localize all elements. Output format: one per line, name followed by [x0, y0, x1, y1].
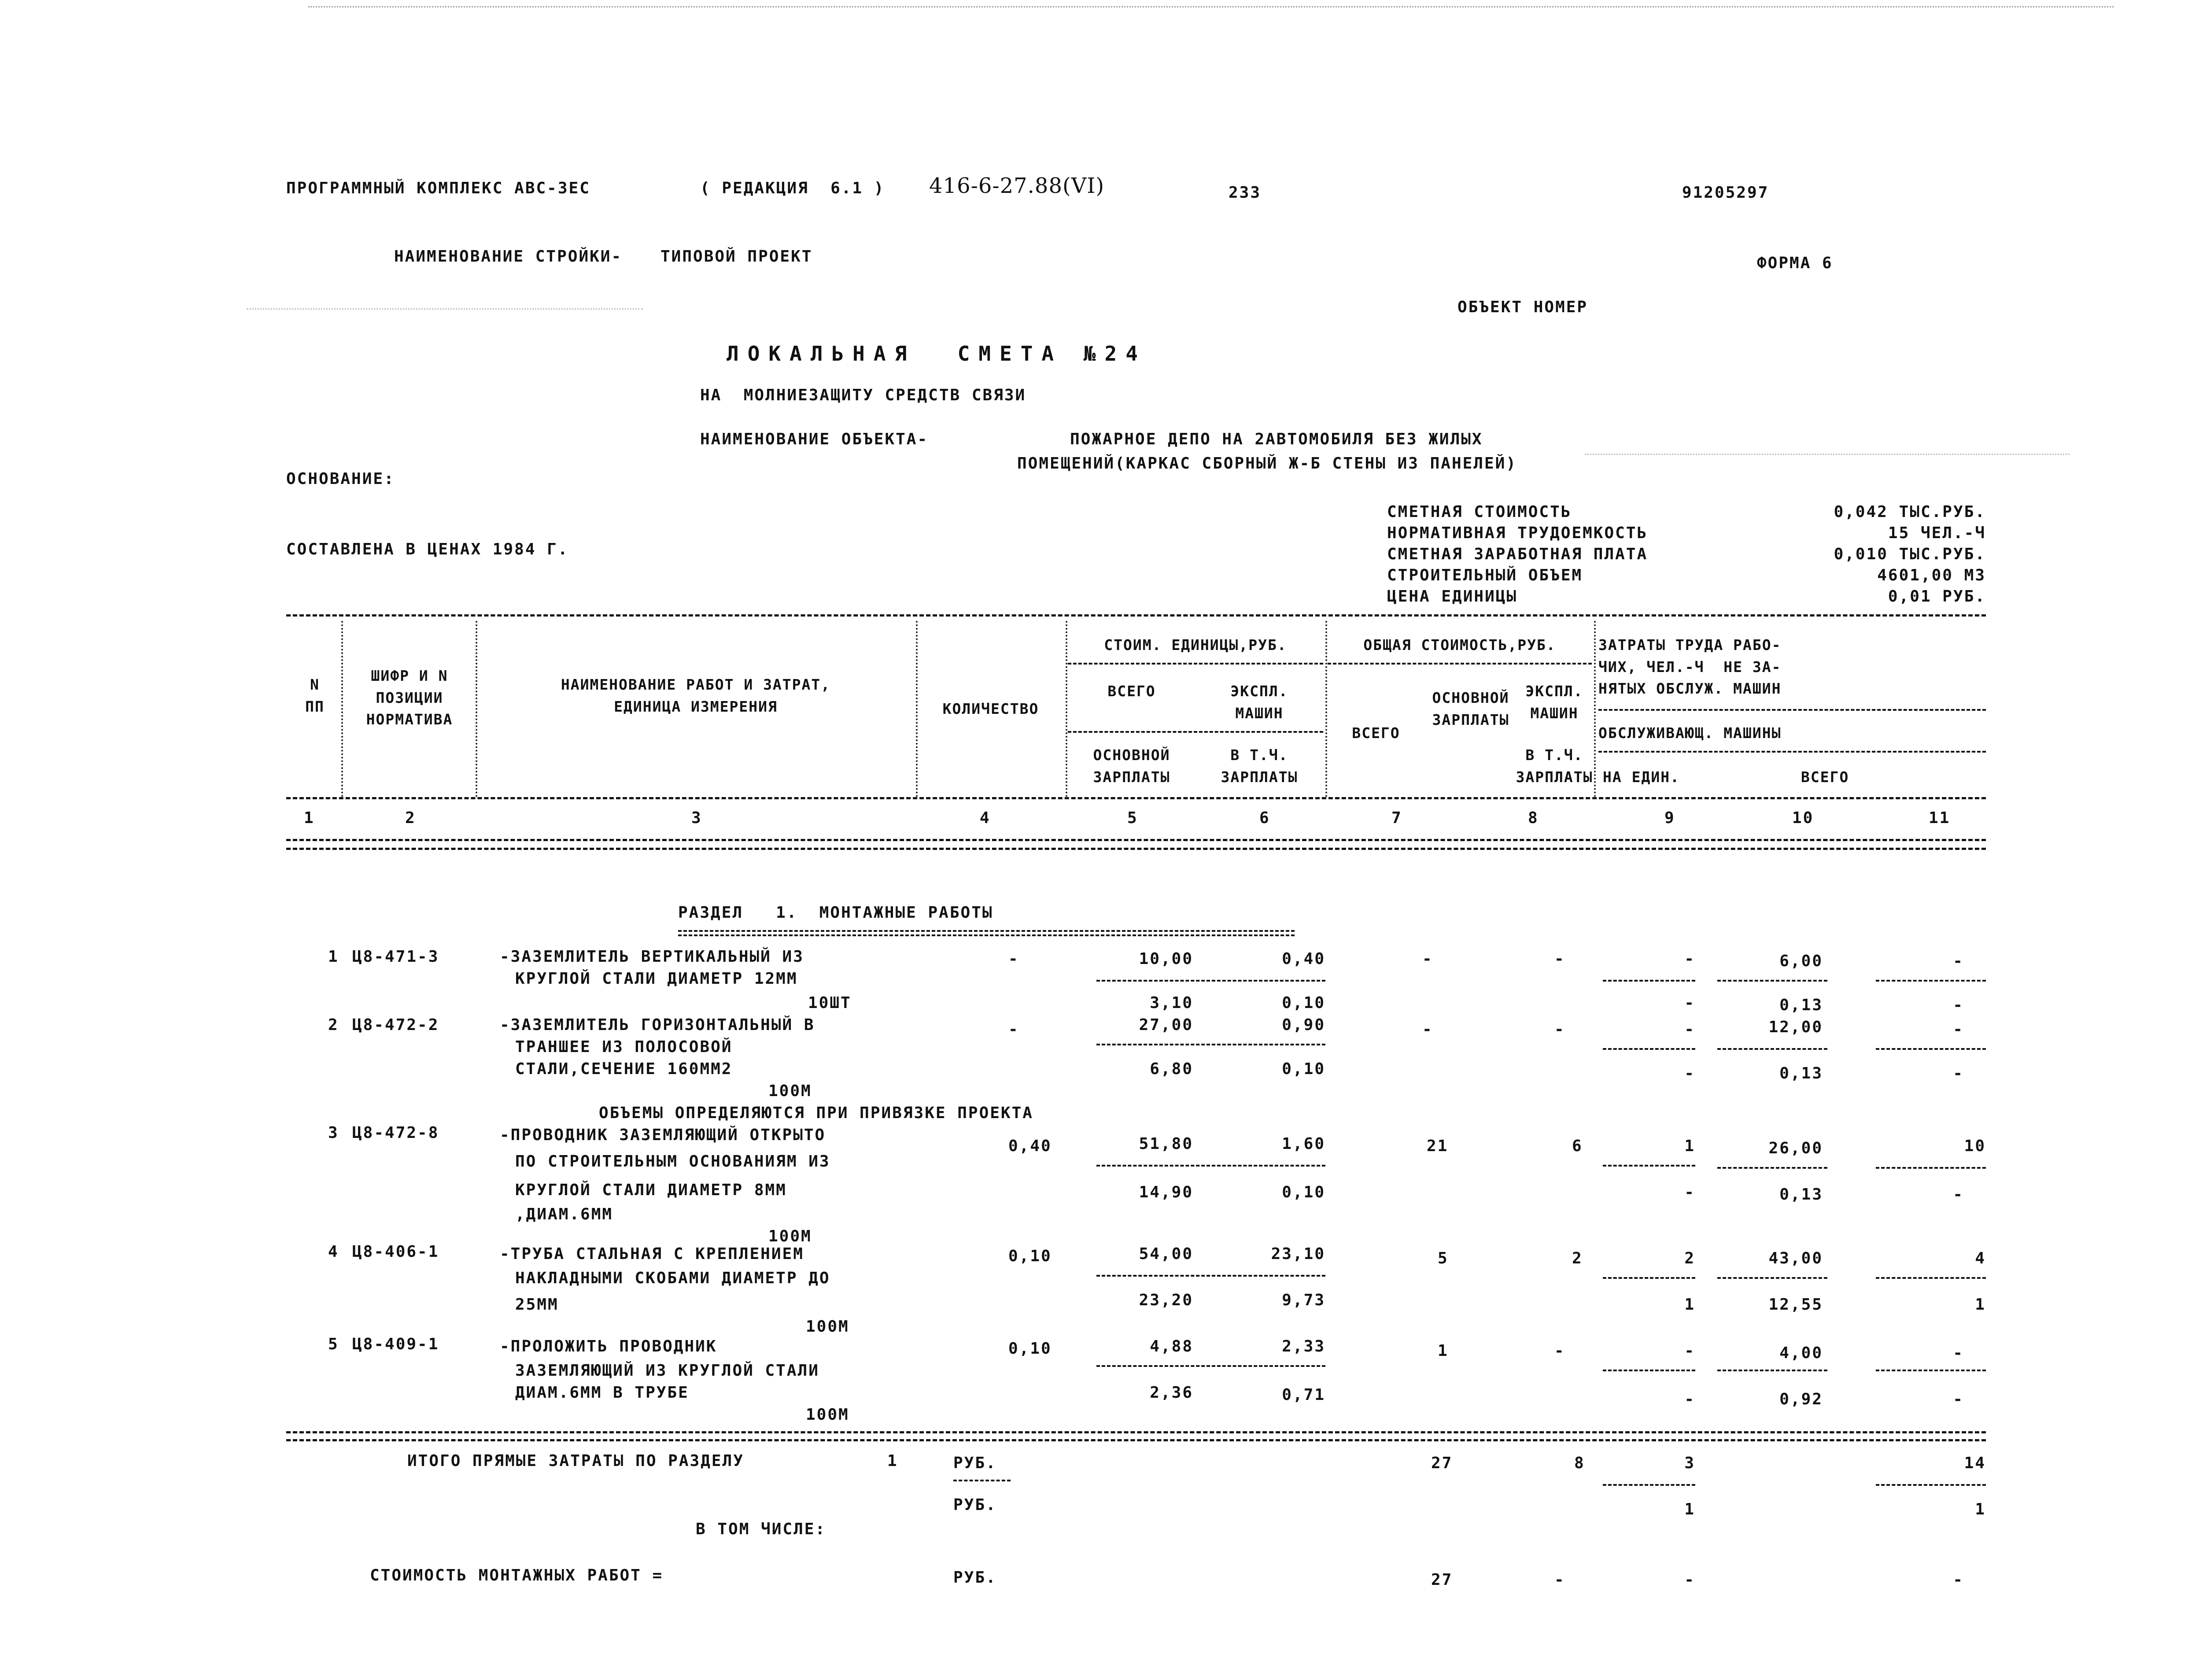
row-sub-rule — [1603, 1370, 1695, 1371]
col-number: 10 — [1792, 809, 1814, 827]
totals-section-no: 1 — [887, 1452, 898, 1470]
row-unit-mach: 1,60 — [1282, 1135, 1325, 1153]
col-header-unit-base-wage: ОСНОВНОЙ ЗАРПЛАТЫ — [1093, 746, 1170, 786]
row-total-mach: - — [1684, 1020, 1695, 1038]
mount-unit: РУБ. — [953, 1569, 997, 1587]
col-header-unit-incl-wage: В Т.Ч. ЗАРПЛАТЫ — [1221, 746, 1298, 786]
col-header-unit-cost: СТОИМ. ЕДИНИЦЫ,РУБ. — [1104, 636, 1287, 654]
scan-artifact — [247, 308, 643, 310]
row-total-mach: - — [1684, 950, 1695, 968]
col-header-total-base-wage: ОСНОВНОЙ ЗАРПЛАТЫ — [1432, 689, 1509, 728]
row-labor-per-unit: 43,00 — [1768, 1249, 1823, 1267]
row-unit-mach: 23,10 — [1271, 1245, 1325, 1263]
program-name: ПРОГРАММНЫЙ КОМПЛЕКС АВС-3ЕС — [286, 179, 590, 197]
row-labor-per-unit: 4,00 — [1779, 1344, 1823, 1362]
row-qty: - — [1008, 950, 1019, 968]
summary-row — [1387, 525, 1986, 546]
row-labor-per-unit-mach: 0,92 — [1779, 1390, 1823, 1408]
row-code: Ц8-472-2 — [352, 1016, 439, 1034]
col-header-labor-per-unit: НА ЕДИН. — [1603, 768, 1680, 786]
col-number: 11 — [1929, 809, 1951, 827]
summary-row — [1387, 504, 1986, 525]
summary-label: НОРМАТИВНАЯ ТРУДОЕМКОСТЬ — [1387, 524, 1648, 542]
row-name-line: -ПРОВОДНИК ЗАЗЕМЛЯЮЩИЙ ОТКРЫТО — [500, 1126, 826, 1144]
row-unit-mach: 0,90 — [1282, 1016, 1325, 1034]
row-sub-rule — [1096, 1044, 1325, 1045]
section-note: ОБЪЕМЫ ОПРЕДЕЛЯЮТСЯ ПРИ ПРИВЯЗКЕ ПРОЕКТА — [599, 1104, 1033, 1122]
row-total-incl-wage: 1 — [1684, 1296, 1695, 1314]
col-header-total-mach: ЭКСПЛ. МАШИН — [1525, 683, 1583, 722]
row-total-base-wage: 2 — [1572, 1249, 1583, 1267]
row-labor-total: - — [1953, 952, 1964, 970]
summary-value: 15 ЧЕЛ.-Ч — [1888, 524, 1986, 542]
row-number: 4 — [328, 1243, 339, 1261]
totals-c11b: 1 — [1975, 1500, 1986, 1518]
basis-label: ОСНОВАНИЕ: — [286, 470, 395, 488]
col-header-total-cost: ОБЩАЯ СТОИМОСТЬ,РУБ. — [1363, 636, 1556, 654]
row-qty: 0,10 — [1008, 1340, 1052, 1358]
header-rule — [286, 839, 1986, 841]
row-total-base-wage: - — [1554, 950, 1565, 968]
summary-label: ЦЕНА ЕДИНИЦЫ — [1387, 587, 1518, 606]
row-total: 21 — [1427, 1137, 1449, 1155]
row-sub-rule — [1603, 1165, 1695, 1167]
summary-value: 0,010 ТЫС.РУБ. — [1834, 545, 1986, 563]
summary-value: 0,01 РУБ. — [1888, 587, 1986, 606]
row-labor-total: - — [1953, 1344, 1964, 1362]
col-header-total-incl-wage: В Т.Ч. ЗАРПЛАТЫ — [1516, 746, 1593, 786]
col-number: 7 — [1391, 809, 1402, 827]
row-unit-incl-wage: 0,10 — [1282, 1183, 1325, 1201]
header-rule — [286, 848, 1986, 850]
row-unit-base-wage: 3,10 — [1150, 994, 1193, 1012]
row-sub-rule — [1603, 980, 1695, 982]
construction-name: ТИПОВОЙ ПРОЕКТ — [660, 247, 813, 266]
col-number: 1 — [304, 809, 315, 827]
totals-sub-rule — [1603, 1484, 1695, 1486]
row-labor-per-unit: 6,00 — [1779, 952, 1823, 970]
row-sub-rule — [1096, 980, 1325, 982]
summary-value: 4601,00 М3 — [1877, 566, 1986, 584]
row-sub-rule — [1717, 1277, 1827, 1279]
row-total-base-wage: - — [1554, 1342, 1565, 1360]
row-sub-rule — [1096, 1365, 1325, 1367]
row-name-line: КРУГЛОЙ СТАЛИ ДИАМЕТР 8ММ — [515, 1181, 787, 1199]
header-rule — [1598, 751, 1986, 753]
col-divider — [1594, 621, 1596, 797]
construction-name-label: НАИМЕНОВАНИЕ СТРОЙКИ- — [394, 247, 623, 266]
section-underline — [678, 930, 1295, 936]
scan-artifact — [308, 6, 2114, 7]
col-number: 5 — [1127, 809, 1138, 827]
row-labor-per-unit: 26,00 — [1768, 1139, 1823, 1157]
row-labor-total-mach: - — [1953, 996, 1964, 1014]
col-number: 6 — [1259, 809, 1270, 827]
row-unit-total: 51,80 — [1139, 1135, 1193, 1153]
mount-c11: - — [1953, 1571, 1964, 1589]
row-labor-total: 10 — [1964, 1137, 1986, 1155]
row-total-incl-wage: - — [1684, 994, 1695, 1012]
row-sub-rule — [1717, 1048, 1827, 1050]
header-rule — [1598, 709, 1986, 711]
row-number: 3 — [328, 1124, 339, 1142]
row-labor-total: 4 — [1975, 1249, 1986, 1267]
row-total-incl-wage: - — [1684, 1390, 1695, 1408]
price-basis: СОСТАВЛЕНА В ЦЕНАХ 1984 Г. — [286, 540, 569, 558]
row-total-incl-wage: - — [1684, 1064, 1695, 1082]
col-number: 9 — [1664, 809, 1675, 827]
row-unit-incl-wage: 0,10 — [1282, 994, 1325, 1012]
row-sub-rule — [1876, 1167, 1986, 1169]
row-sub-rule — [1876, 1370, 1986, 1371]
scan-artifact — [1585, 454, 2070, 455]
row-name-line: -ПРОЛОЖИТЬ ПРОВОДНИК — [500, 1337, 717, 1355]
form-label: ФОРМА 6 — [1757, 254, 1833, 272]
row-total: 1 — [1438, 1342, 1449, 1360]
row-name-line: КРУГЛОЙ СТАЛИ ДИАМЕТР 12ММ — [515, 970, 798, 988]
col-header-labor-total: ВСЕГО — [1801, 768, 1849, 786]
summary-value: 0,042 ТЫС.РУБ. — [1834, 503, 1986, 521]
object-number-label: ОБЪЕКТ НОМЕР — [1457, 298, 1588, 316]
row-number: 1 — [328, 948, 339, 966]
row-total-base-wage: 6 — [1572, 1137, 1583, 1155]
row-name-line: ПО СТРОИТЕЛЬНЫМ ОСНОВАНИЯМ ИЗ — [515, 1152, 830, 1170]
col-number: 2 — [405, 809, 416, 827]
summary-block — [1387, 504, 1986, 610]
row-unit-base-wage: 23,20 — [1139, 1291, 1193, 1309]
summary-label: СМЕТНАЯ ЗАРАБОТНАЯ ПЛАТА — [1387, 545, 1648, 563]
mount-c8: - — [1554, 1571, 1565, 1589]
row-total-base-wage: - — [1554, 1020, 1565, 1038]
row-unit-base-wage: 2,36 — [1150, 1384, 1193, 1402]
row-labor-per-unit-mach: 0,13 — [1779, 1064, 1823, 1082]
row-name-line: ТРАНШЕЕ ИЗ ПОЛОСОВОЙ — [515, 1038, 733, 1056]
section-title: РАЗДЕЛ 1. МОНТАЖНЫЕ РАБОТЫ — [678, 904, 993, 922]
row-unit-incl-wage: 0,10 — [1282, 1060, 1325, 1078]
summary-label: СТРОИТЕЛЬНЫЙ ОБЪЕМ — [1387, 566, 1583, 584]
row-unit-incl-wage: 0,71 — [1282, 1386, 1325, 1404]
totals-unit: РУБ. — [953, 1454, 997, 1472]
row-unit-total: 54,00 — [1139, 1245, 1193, 1263]
row-total: - — [1422, 950, 1433, 968]
row-qty: - — [1008, 1020, 1019, 1038]
col-header-total-all: ВСЕГО — [1352, 724, 1400, 742]
row-name-line: 25ММ — [515, 1296, 559, 1314]
row-total-mach: - — [1684, 1342, 1695, 1360]
row-name-line: ДИАМ.6ММ В ТРУБЕ — [515, 1384, 689, 1402]
col-divider — [1325, 621, 1327, 797]
row-unit-incl-wage: 9,73 — [1282, 1291, 1325, 1309]
col-divider — [341, 621, 343, 797]
totals-c11: 14 — [1964, 1454, 1986, 1472]
row-labor-total-mach: - — [1953, 1390, 1964, 1408]
row-number: 2 — [328, 1016, 339, 1034]
row-name-line: -ЗАЗЕМЛИТЕЛЬ ВЕРТИКАЛЬНЫЙ ИЗ — [500, 948, 804, 966]
col-header-code: ШИФР И N ПОЗИЦИИ НОРМАТИВА — [366, 667, 453, 728]
row-sub-rule — [1603, 1048, 1695, 1050]
page-number: 233 — [1229, 184, 1262, 202]
row-sub-rule — [1096, 1165, 1325, 1167]
row-sub-rule — [1717, 1167, 1827, 1169]
row-unit-mach: 0,40 — [1282, 950, 1325, 968]
row-unit: 100М — [806, 1318, 849, 1336]
col-header-labor: ЗАТРАТЫ ТРУДА РАБО- ЧИХ, ЧЕЛ.-Ч НЕ ЗА- НЯТЫХ ОБСЛУЖ. МАШИН — [1598, 636, 1782, 697]
col-header-unit-mach: ЭКСПЛ. МАШИН — [1230, 683, 1288, 722]
row-unit-total: 10,00 — [1139, 950, 1193, 968]
row-code: Ц8-471-3 — [352, 948, 439, 966]
row-total-mach: 1 — [1684, 1137, 1695, 1155]
row-sub-rule — [1096, 1275, 1325, 1277]
row-unit: 100М — [806, 1406, 849, 1424]
row-labor-total: - — [1953, 1020, 1964, 1038]
summary-row — [1387, 568, 1986, 589]
object-line-2: ПОМЕЩЕНИЙ(КАРКАС СБОРНЫЙ Ж-Б СТЕНЫ ИЗ ПАНЕЛЕЙ) — [1017, 454, 1517, 473]
col-header-unit-total: ВСЕГО — [1107, 683, 1156, 700]
summary-row — [1387, 546, 1986, 568]
row-unit-base-wage: 6,80 — [1150, 1060, 1193, 1078]
header-rule — [1068, 663, 1323, 665]
totals-sub-rule — [1876, 1484, 1986, 1486]
row-sub-rule — [1717, 980, 1827, 982]
row-labor-total-mach: 1 — [1975, 1296, 1986, 1314]
col-header-qty: КОЛИЧЕСТВО — [942, 700, 1039, 717]
col-number: 3 — [691, 809, 702, 827]
mount-c9: - — [1684, 1571, 1695, 1589]
row-name-line: -ТРУБА СТАЛЬНАЯ С КРЕПЛЕНИЕМ — [500, 1245, 804, 1263]
row-labor-per-unit-mach: 12,55 — [1768, 1296, 1823, 1314]
row-unit-base-wage: 14,90 — [1139, 1183, 1193, 1201]
project-code: 416-6-27.88(VI) — [929, 174, 1105, 198]
row-unit-total: 27,00 — [1139, 1016, 1193, 1034]
row-unit-total: 4,88 — [1150, 1337, 1193, 1355]
header-rule — [1068, 731, 1323, 733]
header-rule-top — [286, 614, 1986, 617]
mount-c7: 27 — [1431, 1571, 1453, 1589]
row-total: - — [1422, 1020, 1433, 1038]
totals-rule — [286, 1439, 1986, 1441]
totals-sub-rule — [953, 1480, 1011, 1481]
row-name-line: НАКЛАДНЫМИ СКОБАМИ ДИАМЕТР ДО — [515, 1269, 830, 1287]
header-rule — [1328, 663, 1592, 665]
row-total-mach: 2 — [1684, 1249, 1695, 1267]
row-name-line: -ЗАЗЕМЛИТЕЛЬ ГОРИЗОНТАЛЬНЫЙ В — [500, 1016, 815, 1034]
row-name-line: СТАЛИ,СЕЧЕНИЕ 160ММ2 — [515, 1060, 733, 1078]
col-header-labor-mach: ОБСЛУЖИВАЮЩ. МАШИНЫ — [1598, 724, 1782, 742]
estimate-subject: НА МОЛНИЕЗАЩИТУ СРЕДСТВ СВЯЗИ — [700, 386, 1026, 404]
row-code: Ц8-409-1 — [352, 1335, 439, 1353]
col-divider — [476, 621, 477, 797]
totals-c7: 27 — [1431, 1454, 1453, 1472]
row-sub-rule — [1876, 1048, 1986, 1050]
totals-label: ИТОГО ПРЯМЫЕ ЗАТРАТЫ ПО РАЗДЕЛУ — [407, 1452, 744, 1470]
row-total: 5 — [1438, 1249, 1449, 1267]
row-qty: 0,10 — [1008, 1247, 1052, 1265]
col-number: 8 — [1528, 809, 1539, 827]
col-divider — [916, 621, 918, 797]
totals-c9: 3 — [1684, 1454, 1695, 1472]
row-labor-per-unit-mach: 0,13 — [1779, 1185, 1823, 1204]
row-code: Ц8-472-8 — [352, 1124, 439, 1142]
row-unit-mach: 2,33 — [1282, 1337, 1325, 1355]
row-sub-rule — [1717, 1370, 1827, 1371]
totals-rule — [286, 1431, 1986, 1433]
col-header-name: НАИМЕНОВАНИЕ РАБОТ И ЗАТРАТ, ЕДИНИЦА ИЗМЕРЕНИЯ — [561, 676, 831, 715]
row-sub-rule — [1603, 1277, 1695, 1279]
row-total-incl-wage: - — [1684, 1183, 1695, 1201]
row-sub-rule — [1876, 980, 1986, 982]
col-divider — [1066, 621, 1067, 797]
row-unit: 100М — [768, 1227, 812, 1245]
edition: ( РЕДАКЦИЯ 6.1 ) — [700, 179, 885, 197]
col-number: 4 — [980, 809, 991, 827]
totals-unit: РУБ. — [953, 1496, 997, 1514]
mount-label: СТОИМОСТЬ МОНТАЖНЫХ РАБОТ = — [370, 1566, 664, 1584]
row-unit: 100М — [768, 1082, 812, 1100]
row-labor-total-mach: - — [1953, 1185, 1964, 1204]
object-label: НАИМЕНОВАНИЕ ОБЪЕКТА- — [700, 430, 929, 448]
row-labor-total-mach: - — [1953, 1064, 1964, 1082]
row-unit: 10ШТ — [808, 994, 852, 1012]
summary-label: СМЕТНАЯ СТОИМОСТЬ — [1387, 503, 1572, 521]
row-name-line: ЗАЗЕМЛЯЮЩИЙ ИЗ КРУГЛОЙ СТАЛИ — [515, 1362, 819, 1380]
totals-c9b: 1 — [1684, 1500, 1695, 1518]
row-sub-rule — [1876, 1277, 1986, 1279]
header-rule — [286, 797, 1986, 799]
row-labor-per-unit-mach: 0,13 — [1779, 996, 1823, 1014]
row-qty: 0,40 — [1008, 1137, 1052, 1155]
object-line-1: ПОЖАРНОЕ ДЕПО НА 2АВТОМОБИЛЯ БЕЗ ЖИЛЫХ — [1070, 430, 1483, 448]
totals-including: В ТОМ ЧИСЛЕ: — [696, 1520, 826, 1538]
col-header-n: N ПП — [305, 676, 325, 715]
doc-number: 91205297 — [1682, 184, 1769, 202]
row-labor-per-unit: 12,00 — [1768, 1018, 1823, 1036]
estimate-title: ЛОКАЛЬНАЯ СМЕТА №24 — [727, 342, 1147, 366]
totals-c8: 8 — [1574, 1454, 1585, 1472]
row-code: Ц8-406-1 — [352, 1243, 439, 1261]
row-number: 5 — [328, 1335, 339, 1353]
summary-row — [1387, 589, 1986, 610]
row-name-line: ,ДИАМ.6ММ — [515, 1205, 613, 1223]
